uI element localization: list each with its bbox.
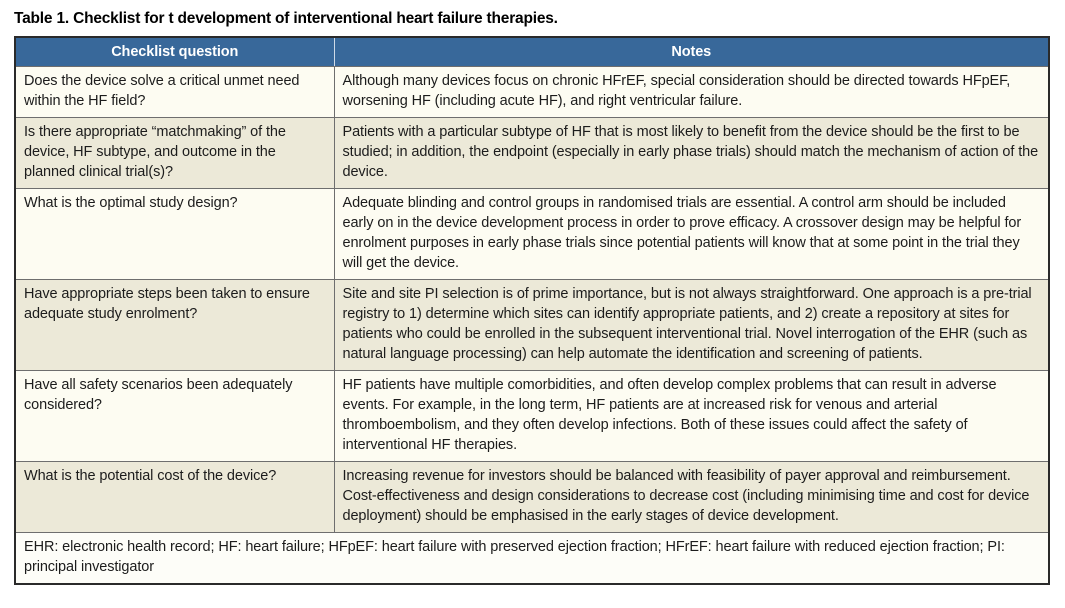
table-row xyxy=(15,371,1049,462)
notes-cell: HF patients have multiple comorbidities, and often develop complex problems that can result in adverse events. For example, in the long term, HF patients are at increased risk for venous and arterial thromboembolism, and they often develop infections. Both of these issues could affect the safety of interventional HF therapies. xyxy=(334,371,1049,462)
notes-cell: Although many devices focus on chronic HFrEF, special consideration should be directed towards HFpEF, worsening HF (including acute HF), and right ventricular failure. xyxy=(334,67,1049,118)
notes-cell: Patients with a particular subtype of HF that is most likely to benefit from the device should be the first to be studied; in addition, the endpoint (especially in early phase trials) should match the mechanism of action of the device. xyxy=(334,118,1049,189)
notes-cell: Increasing revenue for investors should be balanced with feasibility of payer approval and reimbursement. Cost-effectiveness and design considerations to decrease cost (including minimising time and cost for device deployment) should be emphasised in the early stages of device development. xyxy=(334,462,1049,533)
footnote-row xyxy=(15,533,1049,585)
table-body xyxy=(15,67,1049,585)
table-title: Table 1. Checklist for t development of interventional heart failure therapies. xyxy=(14,10,558,27)
table-header xyxy=(15,37,1049,67)
table-row xyxy=(15,67,1049,118)
question-cell: Have all safety scenarios been adequately considered? xyxy=(15,371,334,462)
table-row xyxy=(15,280,1049,371)
table-row xyxy=(15,118,1049,189)
checklist-table xyxy=(14,36,1050,585)
question-cell: Is there appropriate “matchmaking” of the device, HF subtype, and outcome in the planned clinical trial(s)? xyxy=(15,118,334,189)
table-row xyxy=(15,462,1049,533)
question-cell: Have appropriate steps been taken to ensure adequate study enrolment? xyxy=(15,280,334,371)
question-cell: Does the device solve a critical unmet need within the HF field? xyxy=(15,67,334,118)
header-notes: Notes xyxy=(334,37,1049,67)
question-cell: What is the optimal study design? xyxy=(15,189,334,280)
notes-cell: Adequate blinding and control groups in randomised trials are essential. A control arm should be included early on in the device development process in order to prove efficacy. A crossover design may be helpful for enrolment purposes in early phase trials since potential patients will know that at some point in the trial they will get the device. xyxy=(334,189,1049,280)
header-row xyxy=(15,37,1049,67)
notes-cell: Site and site PI selection is of prime importance, but is not always straightforward. One approach is a pre-trial registry to 1) determine which sites can identify appropriate patients, and 2) create a repository at sites for patients who could be enrolled in the subsequent interventional trial. Novel interrogation of the EHR (such as natural language processing) can help automate the identification and screening of patients. xyxy=(334,280,1049,371)
header-checklist-question: Checklist question xyxy=(15,37,334,67)
question-cell: What is the potential cost of the device? xyxy=(15,462,334,533)
abbreviations-footnote: EHR: electronic health record; HF: heart failure; HFpEF: heart failure with preserved ejection fraction; HFrEF: heart failure with reduced ejection fraction; PI: principal investigator xyxy=(15,533,1049,585)
table-row xyxy=(15,189,1049,280)
